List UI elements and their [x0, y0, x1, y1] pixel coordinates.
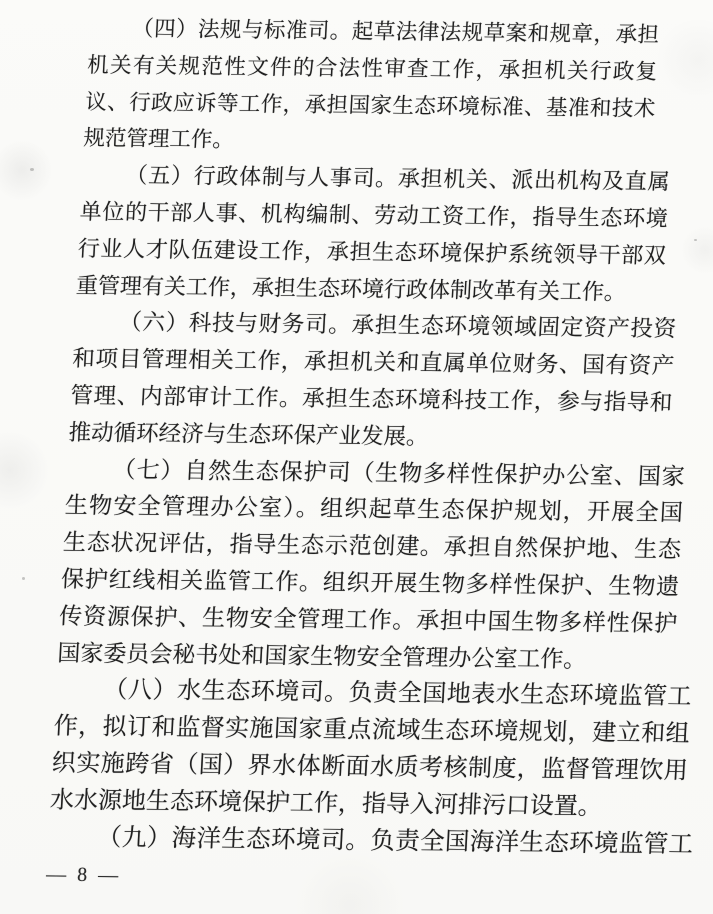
text-line: 生态状况评估，指导生态示范创建。承担自然保护地、生态	[62, 529, 682, 563]
text-line: 作，拟订和监督实施国家重点流域生态环境规划，建立和组	[53, 713, 691, 748]
paragraph-9	[47, 819, 694, 864]
document-text-block	[46, 10, 713, 895]
text-line: 保护红线相关监管工作。组织开展生物多样性保护、生物遗	[60, 566, 680, 600]
text-line: 生物安全管理办公室）。组织起草生态保护规划，开展全国	[64, 493, 684, 526]
page-number: — 8 —	[45, 863, 122, 887]
text-line: 和项目管理相关工作，承担机关和直属单位财务、国有资产	[71, 345, 675, 379]
text-line: （八）水生态环境司。负责全国地表水生态环境监管工	[102, 677, 693, 711]
text-line: （六）科技与财务司。承担生态环境领域固定资产投资	[118, 309, 677, 342]
text-line: 传资源保护、生物安全管理工作。承担中国生物多样性保护	[58, 603, 678, 636]
paragraph-4	[83, 10, 660, 164]
scan-speck	[22, 577, 25, 580]
paragraph-6	[68, 304, 677, 458]
document-body	[47, 10, 713, 864]
scan-speck	[30, 168, 34, 171]
text-line: 织实施跨省（国）界水体断面水质考核制度，监督管理饮用	[51, 750, 689, 785]
text-line: （五）行政体制与人事司。承担机关、派出机构及直属	[125, 162, 671, 195]
text-line: 议、行政应诉等工作，承担国家生态环境标准、基准和技术	[84, 89, 656, 121]
text-line: （四）法规与标准司。起草法律法规草案和规章，承担	[131, 16, 660, 47]
text-line: 行业人才队伍建设工作，承担生态环境保护系统领导干部双	[77, 235, 667, 268]
text-line: 国家委员会秘书处和国家生物安全管理办公室工作。	[56, 640, 588, 672]
text-line: 规范管理工作。	[82, 126, 235, 153]
paragraph-5	[75, 157, 670, 311]
paragraph-8	[49, 672, 692, 827]
text-line: 单位的干部人事、机构编制、劳动工资工作，指导生态环境	[79, 198, 669, 232]
text-line: 推动循环经济与生态环保产业发展。	[67, 419, 430, 449]
text-line: （九）海洋生态环境司。负责全国海洋生态环境监管工	[96, 823, 694, 858]
paragraph-7	[56, 451, 685, 679]
text-line: 机关有关规范性文件的合法性审查工作，承担机关行政复	[86, 52, 658, 84]
text-line: 水水源地生态环境保护工作，指导入河排污口设置。	[49, 787, 603, 821]
text-line: 管理、内部审计工作。承担生态环境科技工作，参与指导和	[69, 382, 674, 416]
text-line: （七）自然生态保护司（生物多样性保护办公室、国家	[112, 456, 686, 489]
text-line: 重管理有关工作，承担生态环境行政体制改革有关工作。	[75, 272, 627, 305]
